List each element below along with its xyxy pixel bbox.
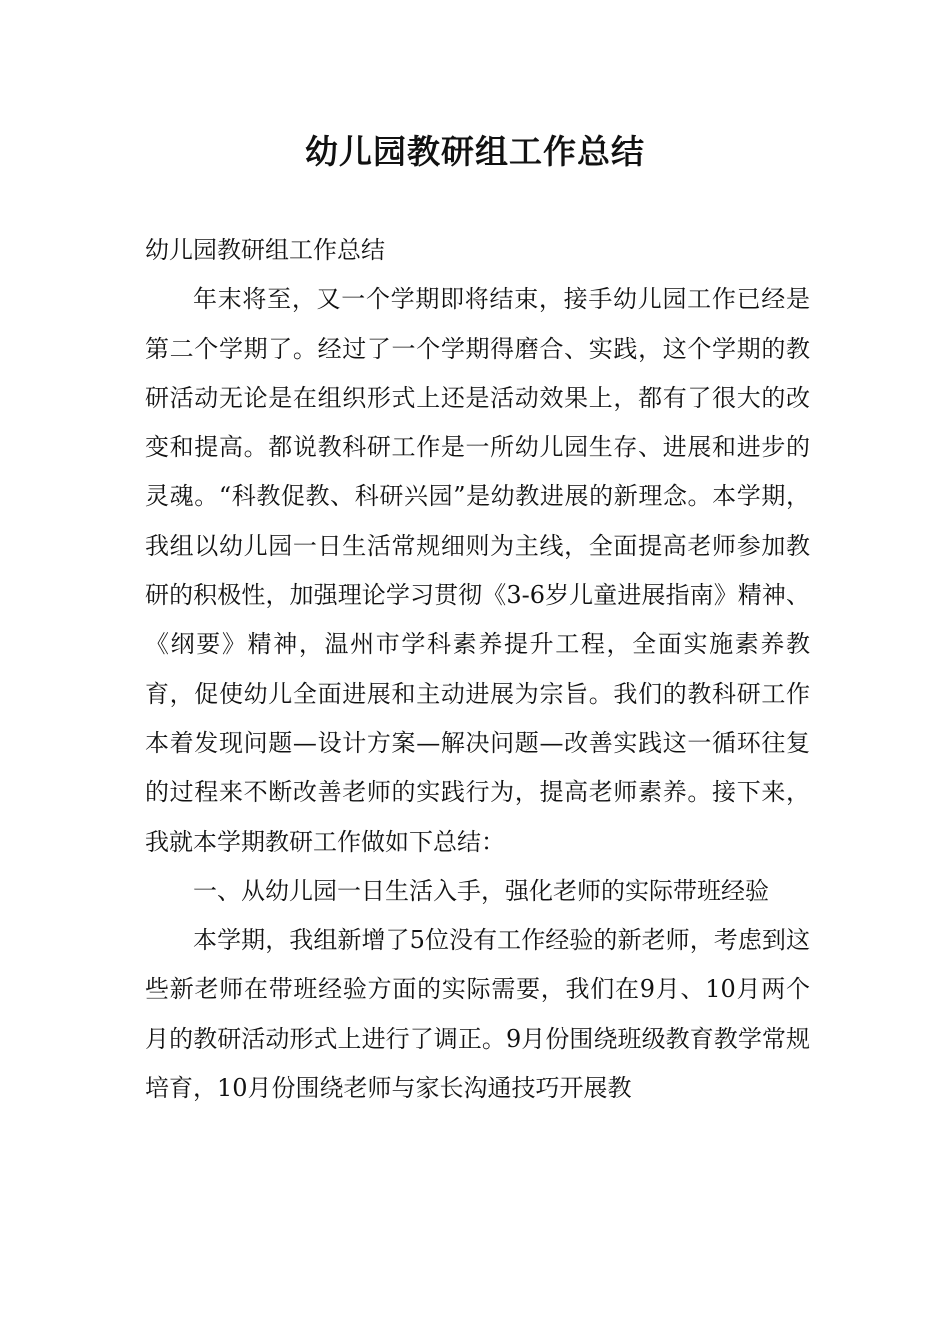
intro-paragraph: 年末将至，又一个学期即将结束，接手幼儿园工作已经是第二个学期了。经过了一个学期得磨合、实践，这个学期的教研活动无论是在组织形式上还是活动效果上，都有了很大的改变和提高。都说教科研工作是一所幼儿园生存、进展和进步的灵魂。“科教促教、科研兴园”是幼教进展的新理念。本学期，我组以幼儿园一日生活常规细则为主线，全面提高老师参加教研的积极性，加强理论学习贯彻《3-6岁儿童进展指南》精神、《纲要》精神，温州市学科素养提升工程，全面实施素养教育，促使幼儿全面进展和主动进展为宗旨。我们的教科研工作本着发现问题—设计方案—解决问题—改善实践这一循环往复的过程来不断改善老师的实践行为，提高老师素养。接下来，我就本学期教研工作做如下总结： xyxy=(145,285,810,856)
section-heading: 一、从幼儿园一日生活入手，强化老师的实际带班经验 xyxy=(193,876,769,905)
section-paragraph: 本学期，我组新增了5位没有工作经验的新老师，考虑到这些新老师在带班经验方面的实际需要，我们在9月、10月两个月的教研活动形式上进行了调正。9月份围绕班级教育教学常规培育，10月份围绕老师与家长沟通技巧开展教 xyxy=(145,926,810,1103)
subtitle-paragraph: 幼儿园教研组工作总结 xyxy=(145,236,385,264)
document-body xyxy=(145,226,810,1113)
document-title: 幼儿园教研组工作总结 xyxy=(305,132,645,171)
